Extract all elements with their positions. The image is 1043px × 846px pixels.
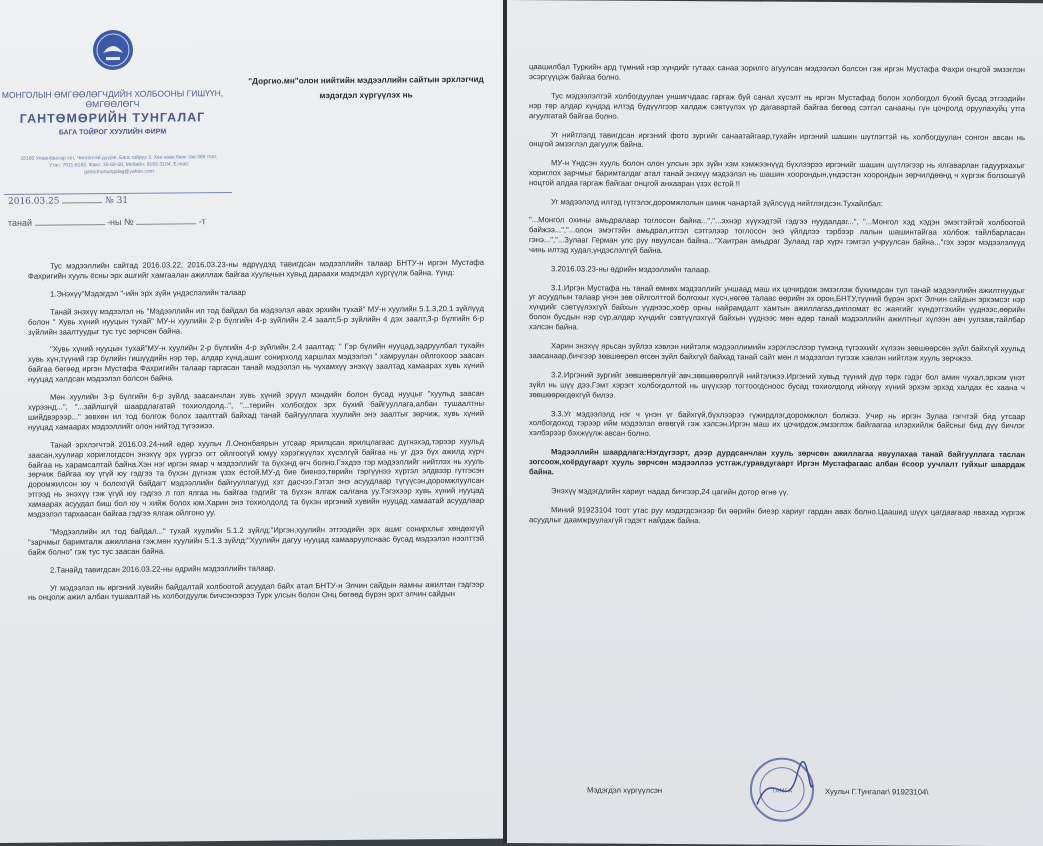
quotes-paragraph: "...Монгол охины амьдралаар тоглосон байна...","...эхнэр хүүхэдтэй гэдгээ нуудалдаг...", "...Монгол хэд хэдэн эмэгтэйтэй холбоотой байжээ...","...олон эмэгтэйн амьдрал,итгэл сэтгэлээр тоглосон энэ үйлдлээ тэрбээр лалын шашинтайгаа холбож тайлбарласан гэнэ...","...Зулааг Герман улс руу явуулсан байна..."Хаитран амьдраг Зулаад гар хүрч гэмтэл учруулсан байна..."гэх зэрэг мэдээлэлүүд чинь илтэд худал,үндэслэлгүй байна.: [529, 215, 1025, 255]
closing-note: Миний 91923104 тоот утас руу мэдэгдсэнээр би өөрийн биеэр хариуг гардан авах болно.Цаашид шүүх цагдаагаар явахад хүргэж асуудлыг даамжруулахгүй гэдэгт найдаж байна.: [529, 505, 1025, 525]
paragraph: Тус мэдээлэлтэй холбогдуулан уншигчдаас гаргаж буй санал хүсэлт нь иргэн Мустафад болон холбогдол бүхий бусад этгээдийн нэр төр алдар хүндэд илтэд бүдүүлгээр халдаж сэвтүүлэх үр дагавартай байгаа бөгөөд сэтгэл санааны гүн цочролд оруулахуйц утга агуулгатай байгаа болно.: [529, 91, 1025, 121]
paragraph: цаашилбал Туркийн ард түмний нэр хүндийг гутаах санаа зорилго агуулсан мэдээлэл болсон гэж иргэн Мустафа Фахри онцгой эмзэглэн эсэргүүцэж байгаа болно.: [529, 62, 1025, 82]
paragraph: "Хувь хүний нууцын тухай"МУ-н хуулийн 2-р бүлгийн 4-р зүйлийн 2.4 заалтад: " Гэр бүлийн нууцад,задруулбал тухайн хувь хүн,түүний гэр бүлийн гишүүдийн нэр төр, алдар хүнд,ашиг сонирхолд харшлах мэдээлэл " хамруулан ойлгохоор заасан байгаа бөгөөд иргэн Мустафа Фахригийн талаар гаргасан танай мэдээлэл нь чухамхүү энэхүү заалтад хамаарах хувь хүний нууцад халдсан мэдээлэл болсон байна.: [28, 341, 484, 384]
right-body: [529, 62, 1025, 528]
letter-page-1: [0, 0, 505, 843]
letterhead-divider: [4, 192, 232, 195]
section-3-heading: 3.2016.03.23-ны өдрийн мэдээллийн талаар.: [551, 263, 711, 274]
ref-suffix-label: -т: [198, 216, 206, 227]
org-subtitle: БАГА ТОЙРОГ ХУУЛИЙН ФИРМ: [58, 128, 167, 137]
section-1-heading: 1.Энэхүү"Мэдэгдэл "-ийн эрх зүйн үндэслэлийн талаар: [50, 287, 246, 299]
paragraph: Уг мэдээлэлд илтэд гүтгэлэг,доромжлолын шинж чанартай зүйлсүүд нийтлэгдсэн.Тухайлбал:: [551, 197, 883, 209]
paragraph: Танай энэхүү мэдээлэл нь "Мэдээллийн ил тод байдал ба мэдээлэл авах эрхийн тухай" МУ-н хуулийн 5.1.3,20.1 зүйлүүд болон " Хувь хүний нууцын тухай" МУ-н хуулийн 2-р бүлгийн 4-р зүйлийн 2.4 заалт,5-р зүйлийн 4 дэх заалт,3-р бүлгийн 6-р зүйлийн заалтуудыг тус тус зөрчсөн байна.: [28, 303, 484, 337]
paragraph: 3.3.Уг мэдээлэлд нэг ч үнэн үг байхгүй,бүхлээрээ гүжирдлэг,доромжлол болжээ. Учир нь иргэн Зулаа гэгчтэй бид утсаар холбогдоход тэрээр ийм мэдээлэл өгөөгүй гэж хэлсэн.Иргэн маш их цочирдож,эмзэглэж байгаагаа илэрхийлж байсныг бид дүү бичлэг хэлбэрээр бэхжүүлж авсан болно.: [529, 408, 1025, 439]
paragraph: Уг нийтлэлд тавигдсан иргэний фото зургийг санаатайгаар,тухайн иргэний шашин шүтлэгтэй нь холбогдуулан сонгон авсан нь онцгой эмзэглэл дагуулж байна.: [529, 129, 1025, 150]
paragraph: Танай эрхлэгчтэй 2016.03.24-ний өдөр хуульч Л.Ононбаярын утсаар ярилцсан ярилцлагаас дүгнэхэд,тэрээр хуульд заасан,хуулиар хориглогдсон энэхүү эрх үүргээ огт ойлгоогүй юмуу хэрэгжүүлэх хүсэлгүй байгаа нь уг дээ бүх ажилд хүрч байгаа нь харамсалтай байна.Хэн нэг иргэн ямар ч мэдээллийг та бүхэнд өгч болно.Гэхдээ тэр мэдээллийг нийтлэх нь хууль зөрчиж байгаа юу үгүй юу гэдгээ та бүхэн дүгнэж үзэх ёстой.МУ-д бие биенээ,төрийн тэргүүнээ хүртэл элдвээр гүтгэсэн доромжилсон юу ч болохгүй байдагт мэдээллийн байгууллагууд хэт дасчээ.Гэтэл энэ асуудлаар түгүүсэн,доромжлуулсан этгээд нь энэхүү гэж үгүй юу гэдгээ л гол ялгаа нь байгаа гэдгийг та бүхэн ялгаж салгана уу.Тэгэхээр хувь хүний нууцад хамаарах асуудал биш бол юу ч хийж болох юм.Харин энэ тохиолдолд та бүхэн иргэний хувийн нууцад хамаатай асуудлаар мэдээлэл тархаасан байгаа гэдгээ ялгаж ойлгоно уу.: [28, 436, 484, 519]
demand-paragraph: Мэдээллийн шаардлага:Нэгдүгээрт, дээр дурдсанчлан хууль зөрчсөн ажиллагаа явуулахаа танай байгууллага таслан зогсоож,хоёрдугаарт хууль зөрчсөн мэдээллээ устгаж,гуравдугаарт Иргэн Мустафагаас албан ёсоор уучлалт гуйхыг шаардаж байна.: [529, 447, 1025, 477]
org-address: 15160 Улаанбаатар хот, Чингэлтэй дүүрэг, Бага тойруу 3, Хан хаан банк төв 309 тоот, Утас: 7011-6182, Факс: 30-69-58, Мобайл: 9192-3104, E-mail: gantumurtungalag@yahoo.com: [20, 154, 218, 176]
paragraph: "Мэдээллийн ил тод байдал..." тухай хуулийн 5.1.2 зүйлд:"Иргэн,хуулийн этгээдийн эрх ашиг сонирхлыг хөндөхгүй "зарчмыг баримталж ажиллана гэж,мөн хуулийн 5.1.3 зүйлд:"Хуулийн дагуу нууцад хамааруулснаас бусад мэдээлэл нээлттэй байж болно" гэж тус тус заасан байна.: [28, 523, 484, 557]
reference-line: [8, 216, 206, 228]
signature-label: Мэдэгдэл хүргүүлсэн: [587, 785, 663, 795]
handwritten-number: № 31: [105, 195, 129, 207]
signature-block: [587, 775, 1037, 838]
paragraph: 3.2.Иргэний зургийг зөвшөөрөлгүй авч,зөвшөөрөлгүй нийтэлжээ.Иргэний хувьд түүний дүр төрх гэдэг бол амин чухал,эрхэм үнэт зүйл нь шүү дээ.Гэмт хэрэгт холбогдолтой нь шүүхээр тогтоогдсноос бусад тохиолдолд ийнхүү хүний эрхэм эрхэд халдах ёс хаана ч зөвшөөрөгдөхгүй билээ.: [529, 370, 1025, 400]
paragraph: Мөн хуулийн 3-р бүлгийн 6-р зүйлд заасанчлан хувь хүний эрүүл мэндийн болон бусад нууцыг "хуульд заасан хүрээнд...", "...зайлшгүй шаардлагатай тохиолдолд..", "...төрийн холбогдох эрх бүхий байгууллага,албан тушаалтны шийдвэрээр..." зөвхөн ил тод болгож болох заалттай байхад танай байгууллага хуулийн энэ заалтыг зөрчиж, хувь хүний нууцад хамаарах мэдээллийг олон нийтэд түгээжээ.: [28, 388, 484, 432]
ref-to-label: танай: [8, 217, 33, 228]
org-association-line: МОНГОЛЫН ӨМГӨӨЛӨГЧДИЙН ХОЛБООНЫ ГИШҮҮН, ӨМГӨӨЛӨГЧ: [1, 88, 224, 110]
section-2-heading: 2.Танайд тавигдсан 2016.03.22-ны өдрийн мэдээллийн талаар.: [50, 563, 276, 575]
official-stamp: [747, 754, 817, 824]
recipient-title: "Доргио.мн"олон нийтийн мэдээллийн сайтын эрхлэгчид мэдэгдэл хүргүүлэх нь: [248, 74, 484, 101]
ref-number-label: -ны №: [107, 216, 134, 228]
handwritten-date: 2016.03.25: [8, 196, 60, 207]
svg-text:ТАМГА: ТАМГА: [771, 787, 793, 795]
paragraph: 3.1.Иргэн Мустафа нь танай өмнөх мэдээллийг уншаад маш их цочирдож эмзэглэж бухимдсан тул танай мэдээллийн ажилтнуудыг уг асуудлын талаар үнэн зөв ойлголттой болгохыг хүсч,нөгөө талаас өөрийн эх орон,БНТУ,түүний бүрэн эрхт Элчин сайдын эрхэмсэг нэр хүндийг сэвтүүлэхгүй байхын үүднээс,хоёр орны найрамдалт хамтын ажиллагаа,дипломат ёс жаягийг хүндэтгэхийн үүднээс,өөрийн болон бусдын нэр сүр,алдар хүндийг сэвтүүлэхгүй байхын үүднээс мөн өдөр танай мэдээллийн ажилтныг хүлээн авч уулзаж,тайлбар хэлсэн байна.: [529, 282, 1025, 332]
left-body: [28, 258, 484, 603]
org-name: ГАНТӨМӨРИЙН ТУНГАЛАГ: [19, 110, 206, 126]
paragraph: Харин энэхүү ярьсан зүйлээ хэвлэн нийтэлж мэдээллимийн хэрэглэслээр түмэнд түгээхийг хүлээн зөвшөөрсөн зүйл байхгүй хуульд заасанаар,бичгээр зөвшөөрөл өгсөн зүйл байхгүй байхад танай сайт мөн л мэдээлэл түгээж хэвлэн нийтлэж хууль зөрчжээ.: [529, 341, 1025, 363]
association-logo: [92, 29, 134, 71]
letter-date-number: [8, 196, 128, 207]
paragraph: МУ-н Үндсэн хууль болон олон улсын эрх зүйн хэм хэмжээнүүд бүхлээрээ иргэнийг шашин шүтлэгээр нь ялгаварлан гадуурхахыг хориглох зарчмыг баримталдаг атал танай энэхүү мэдээлэл нь шашин хоорондын,үндэстэн хоорондын зөрчилдөөнд ч хүргэж болзошгүй ноцтой алдаа гаргаж байгааг онцгой анхааран үзэх ёстой !!: [529, 158, 1025, 189]
intro-paragraph: Тус мэдээллийн сайтад 2016.03.22, 2016.03.23-ны өдрүүдэд тавигдсан мэдээллийн талаар БНТУ-н иргэн Мустафа Фахригийн хууль ёсны эрх ашгийг хамгаалан ажиллаж байгаа хуульчын хувьд дараахи мэдэгдэл хүргүүлж байна. Үүнд:: [28, 257, 484, 281]
letter-page-2: [507, 0, 1043, 846]
closing-request: Энэхүү мэдэгдлийн хариуг надад бичгээр,24 цагийн дотор өгнө үү.: [551, 486, 789, 497]
paragraph: Уг мэдээлэл нь иргэний хувийн байдалтай холбоотой асуудал байх атал БНТУ-н Элчин сайдын яамны ажилтан гэдгээр нь онцолж ажил албан тушаалтай нь холбогдуулж бичсэнээрээ Турк улсын болон Онц бөгөөд бүрэн эрхт элчин сайдын: [28, 579, 484, 603]
signatory-name: Хуульч Г.Тунгалаг\ 91923104\: [825, 786, 929, 797]
